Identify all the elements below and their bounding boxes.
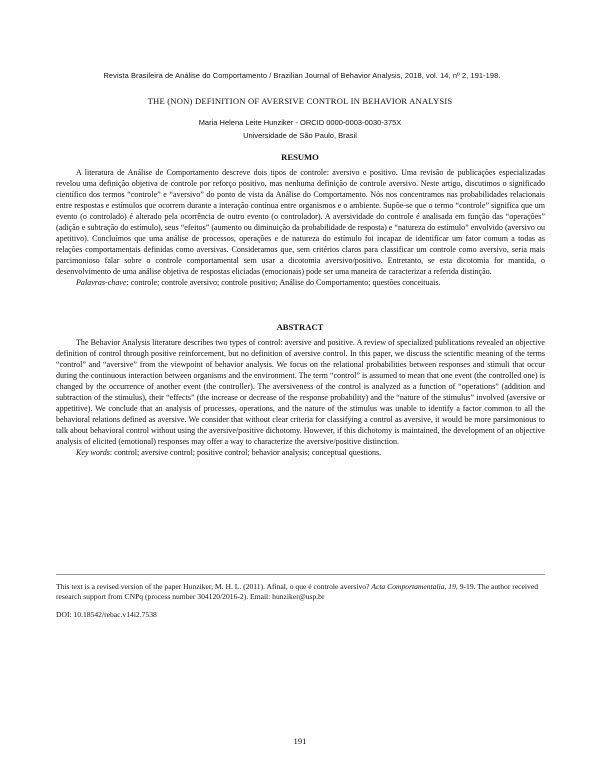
footnote <box>56 582 545 603</box>
footnote-divider <box>56 574 545 575</box>
resumo-paragraph: A literatura de Análise de Comportamento descreve dois tipos de controle: aversivo e positivo. Uma revisão de publicações especializadas revelou uma definição objetiva de controle por reforço positivo, mas nenhuma definição de controle aversivo. Neste artigo, discutimos o significado científico dos termos “controle” e “aversivo” do ponto de vista da Análise do Comportamento. Nós nos concentramos nas probabilidades relacionais entre respostas e estímulos que ocorrem durante a interação contínua entre organismos e o ambiente. Supõe-se que o termo “controle” significa que um evento (o controlado) é alterado pela ocorrência de outro evento (o controlador). A aversividade do controle é analisada em função das “operações” (adição e subtração do estímulo), seus “efeitos” (aumento ou diminuição da probabilidade de resposta) e “natureza do estímulo” envolvido (aversivo ou apetitivo). Concluímos que uma análise de processos, operações e de natureza do estímulo foi incapaz de identificar um fator comum a todas as relações comportamentais definidas como aversivas. Consideramos que, sem critérios claros para classificar um controle como aversivo, seria mais parcimonioso falar sobre o controle comportamental sem usar a dicotomia aversivo/positivo. Entretanto, se esta dicotomia for mantida, o desenvolvimento de uma análise objetiva de respostas eliciadas (emocionais) pode ser uma maneira de caracterizar a referida distinção. <box>56 168 545 276</box>
article-title: THE (NON) DEFINITION OF AVERSIVE CONTROL IN BEHAVIOR ANALYSIS <box>147 96 453 106</box>
resumo-keywords-list: : controle; controle aversivo; controle positivo; Análise do Comportamento; questões conceituais. <box>126 277 441 287</box>
abstract-keywords <box>56 448 545 459</box>
footnote-journal: Acta Comportamentalia, 19 <box>371 582 456 591</box>
abstract-section <box>56 338 545 458</box>
abstract-keywords-label: Key words <box>76 447 110 457</box>
abstract-paragraph: The Behavior Analysis literature describes two types of control: aversive and positive. A review of specialized publications revealed an objective definition of control through positive reinforcement, but no definition of aversive control. In this paper, we discuss the scientific meaning of the terms “control” and “aversive” from the viewpoint of behavior analysis. We focus on the relational probabilities between responses and stimuli that occur during the continuous interaction between organisms and the environment. The term “control” is assumed to mean that one event (the controlled one) is changed by the occurrence of another event (the controller). The aversiveness of the control is analyzed as a function of “operations” (addition and subtraction of the stimulus), their “effects” (the increase or decrease of the response probability) and the “nature of the stimulus” involved (aversive or appetitive). We conclude that an analysis of processes, operations, and the nature of the stimulus was unable to identify a factor common to all the behavioral relations defined as aversive. We consider that without clear criteria for classifying a control as aversive, it would be more parsimonious to talk about behavioral control without using the aversive/positive dichotomy. However, if this dichotomy is maintained, the development of an objective analysis of elicited (emotional) responses may offer a way to characterize the aversive/positive distinction. <box>56 338 545 446</box>
resumo-heading: RESUMO <box>281 152 319 162</box>
footnote-text-before: This text is a revised version of the paper Hunziker, M. H. L. (2011). Afinal, o que é controle aversivo? <box>56 582 372 591</box>
footnote-text-after: , 9-19. The author received research support from CNPq (process number 304120/2016-2). Email: hunziker@usp.br <box>56 582 538 602</box>
author-line: Maria Helena Leite Hunziker - ORCID 0000-0003-0030-375X <box>198 118 402 127</box>
journal-header: Revista Brasileira de Análise do Comportamento / Brazilian Journal of Behavior Analysis, 2018, vol. 14, nº 2, 191-198. <box>103 71 501 80</box>
resumo-keywords <box>56 278 545 289</box>
doi-link[interactable]: DOI: 10.18542/rebac.v14i2.7538 <box>56 610 157 619</box>
resumo-section <box>56 168 545 288</box>
resumo-keywords-label: Palavras-chave <box>76 277 127 287</box>
author-affiliation: Universidade de São Paulo, Brasil <box>243 131 357 140</box>
abstract-heading: ABSTRACT <box>276 322 324 332</box>
page-number: 191 <box>293 736 307 746</box>
abstract-keywords-list: : control; aversive control; positive control; behavior analysis; conceptual questions. <box>109 447 382 457</box>
